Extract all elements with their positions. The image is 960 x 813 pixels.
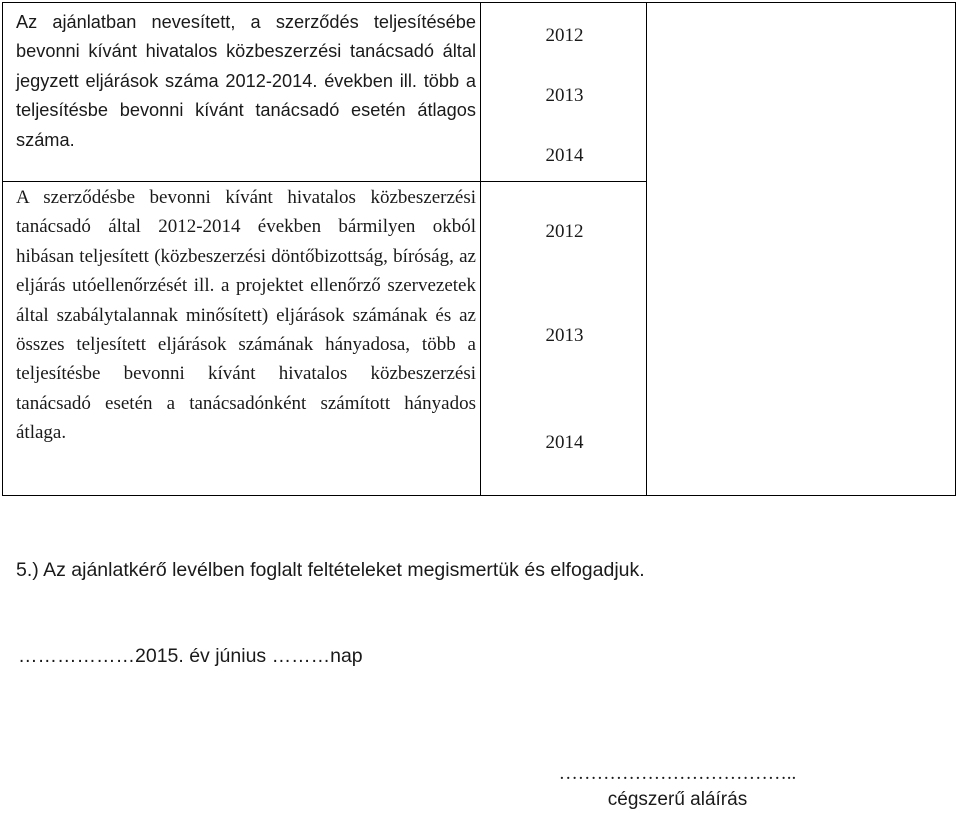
date-line: ………………2015. év június ………nap [18, 645, 363, 667]
signature-block [500, 763, 855, 811]
acceptance-statement: 5.) Az ajánlatkérő levélben foglalt feltételeket megismertük és elfogadjuk. [16, 559, 645, 581]
column-divider-year [646, 3, 647, 495]
signature-line: ……………………………….. [558, 763, 797, 784]
row-2-year: 2013 [545, 325, 584, 346]
row-divider [3, 181, 646, 182]
row-1-year: 2014 [545, 145, 584, 166]
row-1-description: Az ajánlatban nevesített, a szerződés teljesítésébe bevonni kívánt hivatalos közbeszerzési tanácsadó által jegyzett eljárások száma 2012-2014. években ill. több a teljesítésbe bevonni kívánt tanácsadó esetén átlagos száma. [16, 12, 476, 150]
signature-label: cégszerű aláírás [607, 789, 748, 810]
row-2-year: 2014 [545, 432, 584, 453]
evaluation-table [2, 2, 956, 496]
row-2-description: A szerződésbe bevonni kívánt hivatalos közbeszerzési tanácsadó által 2012-2014 években bármilyen okból hibásan teljesített (közbeszerzési döntőbizottság, bíróság, az eljárás utóellenőrzését ill. a projektet ellenőrző szervezetek által szabálytalannak minősített) eljárások számának és az összes teljesített eljárások számának hányadosa, több a teljesítésbe bevonni kívánt hivatalos közbeszerzési tanácsadó esetén a tanácsadónként számított hányados átlaga. [16, 187, 476, 444]
column-divider-label [480, 3, 481, 495]
row-2-year: 2012 [545, 221, 584, 242]
row-1-year: 2012 [545, 25, 584, 46]
row-1-year: 2013 [545, 85, 584, 106]
